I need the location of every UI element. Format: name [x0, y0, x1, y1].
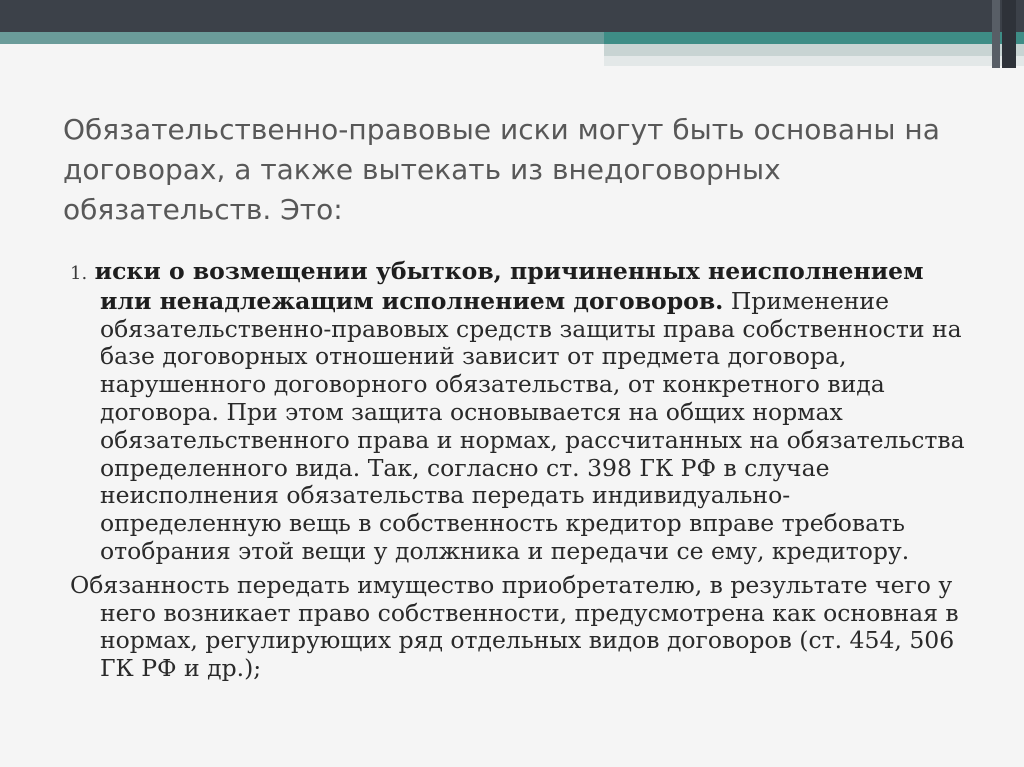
list-number: 1.	[70, 263, 88, 284]
header-band-dark	[0, 0, 1024, 32]
paragraph-1	[70, 258, 970, 566]
header-corner-mark	[1002, 0, 1016, 68]
paragraph-1-bold-lead: иски о возмещении убытков, причиненных неисполнением или ненадлежащим исполнением договоров.	[94, 257, 924, 315]
slide-content	[70, 258, 970, 683]
header-band-lighter	[604, 56, 1024, 66]
slide-title: Обязательственно-правовые иски могут быть основаны на договорах, а также вытекать из внедоговорных обязательств. Это:	[63, 113, 940, 226]
paragraph-2-text: Обязанность передать имущество приобретателю, в результате чего у него возникает право собственности, предусмотрена как основная в нормах, регулирующих ряд отдельных видов договоров (ст. 454, 506 ГК РФ и др.);	[70, 570, 959, 683]
header-corner-stripe	[992, 0, 1000, 68]
paragraph-1-text: Применение обязательственно-правовых средств защиты права собственности на базе договорных отношений зависит от предмета договора, нарушенного договорного обязательства, от конкретного вида договора. При этом защита основывается на общих нормах обязательственного права и нормах, рассчитанных на обязательства определенного вида. Так, согласно ст. 398 ГК РФ в случае неисполнения обязательства передать индивидуально-определенную вещь в собственность кредитор вправе требовать отобрания этой вещи у должника и передачи се ему, кредитору.	[100, 286, 965, 565]
header-band-teal-accent	[604, 32, 1024, 44]
header-band-light	[604, 44, 1024, 56]
paragraph-2	[70, 572, 970, 683]
